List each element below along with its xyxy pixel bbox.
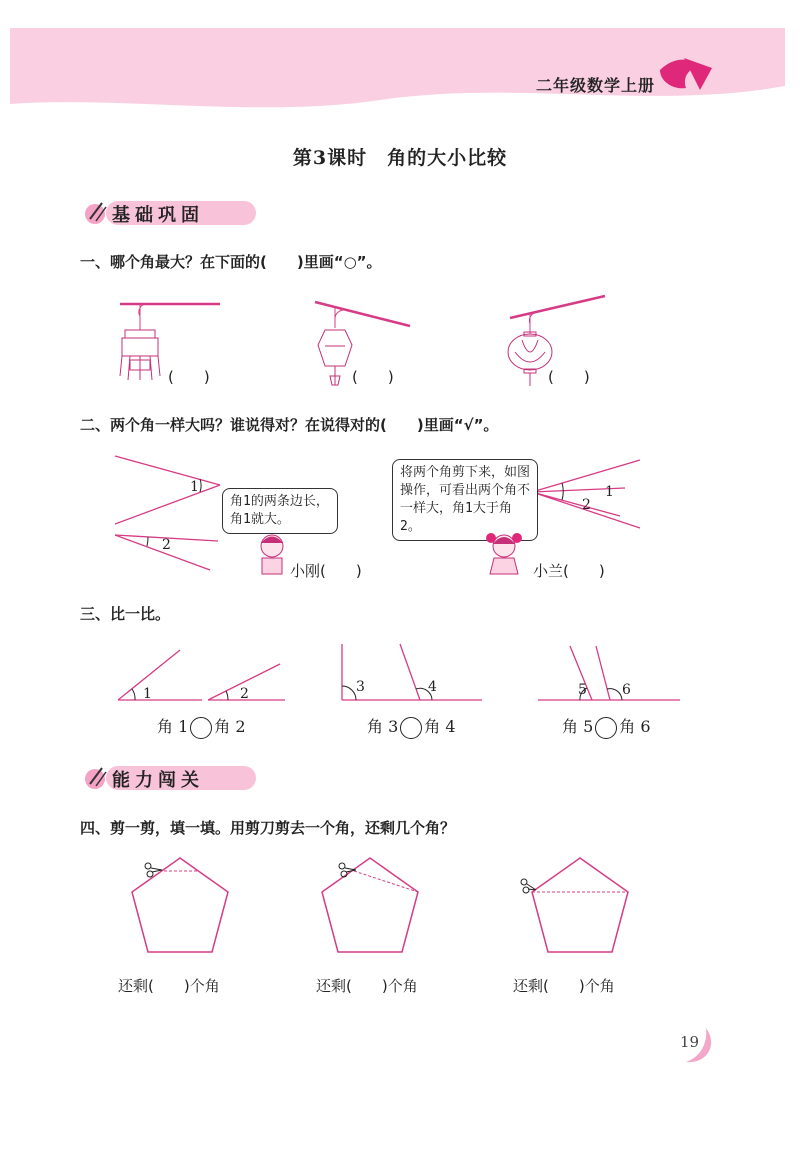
compare-1-2 — [157, 714, 246, 739]
compare-5-6 — [562, 714, 651, 739]
xiaolan-speech-bubble: 将两个角剪下来，如图操作，可看出两个角不一样大，角1大于角2。 — [392, 459, 538, 541]
angle-label-6: 6 — [622, 682, 631, 698]
compare-angles-figure — [110, 638, 690, 708]
girl-icon — [484, 530, 524, 576]
answer-circle[interactable] — [400, 717, 422, 739]
question-3: 三、比一比。 — [80, 605, 171, 623]
hexagon-lantern-icon — [318, 330, 352, 385]
answer-circle[interactable] — [595, 717, 617, 739]
answer-circle[interactable] — [190, 717, 212, 739]
angle-2-label: 2 — [162, 537, 171, 553]
compare-left: 角 5 — [562, 717, 594, 736]
scissors-icon — [145, 863, 162, 877]
angle-label-3: 3 — [356, 679, 365, 695]
xiaogang-speech-bubble: 角1的两条边长，角1就大。 — [222, 488, 338, 534]
red-lantern-icon — [508, 332, 552, 386]
compare-right: 角 2 — [214, 717, 246, 736]
angle-label-4: 4 — [428, 679, 437, 695]
section-badge-basic — [82, 199, 262, 227]
q4-answer-3[interactable]: 还剩( )个角 — [513, 977, 615, 995]
compare-right: 角 6 — [619, 717, 651, 736]
question-2: 二、两个角一样大吗？谁说得对？在说得对的( )里画“√”。 — [80, 416, 499, 434]
q1-answer-2[interactable]: ( ) — [352, 368, 394, 386]
compare-right: 角 4 — [424, 717, 456, 736]
xiaogang-answer[interactable]: 小刚( ) — [290, 562, 362, 580]
pentagons-figure — [120, 852, 640, 962]
header-band — [0, 0, 800, 130]
pencil-hand-icon — [82, 197, 112, 227]
angle-label-1: 1 — [143, 686, 152, 702]
compare-3-4 — [367, 714, 456, 739]
pentagon-1 — [132, 858, 228, 952]
boy-icon — [252, 530, 292, 576]
pentagon-3 — [521, 858, 628, 952]
overlap-angle-1-label: 1 — [605, 484, 614, 500]
angle-label-2: 2 — [240, 686, 249, 702]
scissors-icon — [339, 863, 356, 877]
overlap-angle-2-label: 2 — [582, 497, 591, 513]
question-4: 四、剪一剪，填一填。用剪刀剪去一个角，还剩几个角？ — [80, 819, 456, 837]
q4-answer-2[interactable]: 还剩( )个角 — [316, 977, 418, 995]
section-title: 基础巩固 — [112, 205, 204, 226]
q1-answer-3[interactable]: ( ) — [548, 368, 590, 386]
question-1: 一、哪个角最大？在下面的( )里画“○”。 — [80, 253, 382, 271]
xiaolan-answer[interactable]: 小兰( ) — [533, 562, 605, 580]
angle-label-5: 5 — [578, 682, 587, 698]
angle-1-label: 1 — [190, 479, 199, 495]
page-number: 19 — [680, 1033, 700, 1051]
compare-left: 角 1 — [157, 717, 189, 736]
lesson-title: 第3课时 角的大小比较 — [292, 147, 508, 169]
compare-left: 角 3 — [367, 717, 399, 736]
palace-lantern-icon — [120, 330, 160, 380]
q1-answer-1[interactable]: ( ) — [168, 368, 210, 386]
q4-answer-1[interactable]: 还剩( )个角 — [118, 977, 220, 995]
grade-label: 二年级数学上册 — [536, 76, 656, 95]
pencil-hand-icon — [82, 762, 112, 792]
section-badge-ability — [82, 764, 262, 792]
section-title: 能力闯关 — [112, 770, 204, 791]
pentagon-2 — [322, 858, 418, 952]
